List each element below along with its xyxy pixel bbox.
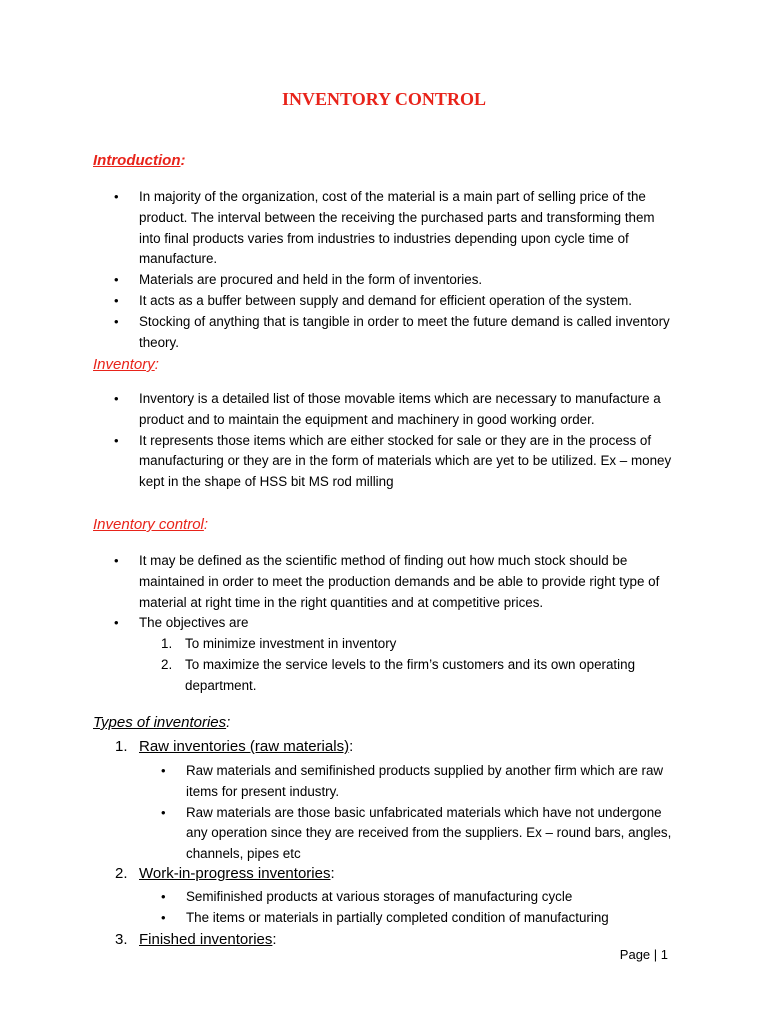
- list-item: • It may be defined as the scientific method of finding out how much stock should be maintained in order to meet the production demands and be able to provide right type of material at right time in the right quantities and at competitive prices.: [114, 551, 674, 613]
- objective-item: 1. To minimize investment in inventory: [161, 636, 397, 651]
- list-item: • Stocking of anything that is tangible in order to meet the future demand is called inventory theory.: [114, 312, 674, 354]
- list-item: • Materials are procured and held in the form of inventories.: [114, 270, 674, 291]
- objective-item: 2. To maximize the service levels to the firm’s customers and its own operating department.: [161, 656, 636, 693]
- list-item: • Raw materials and semifinished products supplied by another firm which are raw items for present industry.: [161, 761, 676, 803]
- list-item: • It represents those items which are either stocked for sale or they are in the process of manufacturing or they are in the form of materials which are yet to be utilized. Ex – money kept in the shape of HSS bit MS rod milling: [114, 431, 674, 493]
- type-heading-wip: 2. Work-in-progress inventories:: [115, 865, 335, 882]
- section-heading-types: Types of inventories:: [93, 714, 231, 731]
- page-number: Page | 1: [619, 947, 668, 962]
- list-item: • It acts as a buffer between supply and demand for efficient operation of the system.: [114, 291, 674, 312]
- list-item: • Semifinished products at various storages of manufacturing cycle: [161, 887, 676, 908]
- list-item: • The objectives are: [114, 613, 674, 634]
- list-item: • Raw materials are those basic unfabricated materials which have not undergone any operation since they are received from the suppliers. Ex – round bars, angles, channels, pipes etc: [161, 803, 676, 865]
- objectives-list: [161, 634, 676, 696]
- list-item: • The items or materials in partially completed condition of manufacturing: [161, 908, 676, 929]
- raw-inventories-list: [161, 761, 676, 865]
- section-heading-inventory: Inventory:: [93, 356, 159, 373]
- type-heading-finished: 3. Finished inventories:: [115, 931, 277, 948]
- introduction-list: [114, 187, 674, 353]
- list-item: • Inventory is a detailed list of those movable items which are necessary to manufacture a product and to maintain the equipment and machinery in good working order.: [114, 389, 674, 431]
- list-item: • In majority of the organization, cost of the material is a main part of selling price of the product. The interval between the receiving the purchased parts and transforming them into final products varies from industries to industries depending upon cycle time of manufacture.: [114, 187, 674, 270]
- document-title: INVENTORY CONTROL: [282, 89, 486, 109]
- type-heading-raw: 1. Raw inventories (raw materials):: [115, 738, 354, 755]
- section-heading-introduction: Introduction:: [93, 152, 186, 169]
- inventory-control-list: [114, 551, 674, 634]
- wip-inventories-list: [161, 887, 676, 929]
- section-heading-inventory-control: Inventory control:: [93, 516, 209, 533]
- inventory-list: [114, 389, 674, 493]
